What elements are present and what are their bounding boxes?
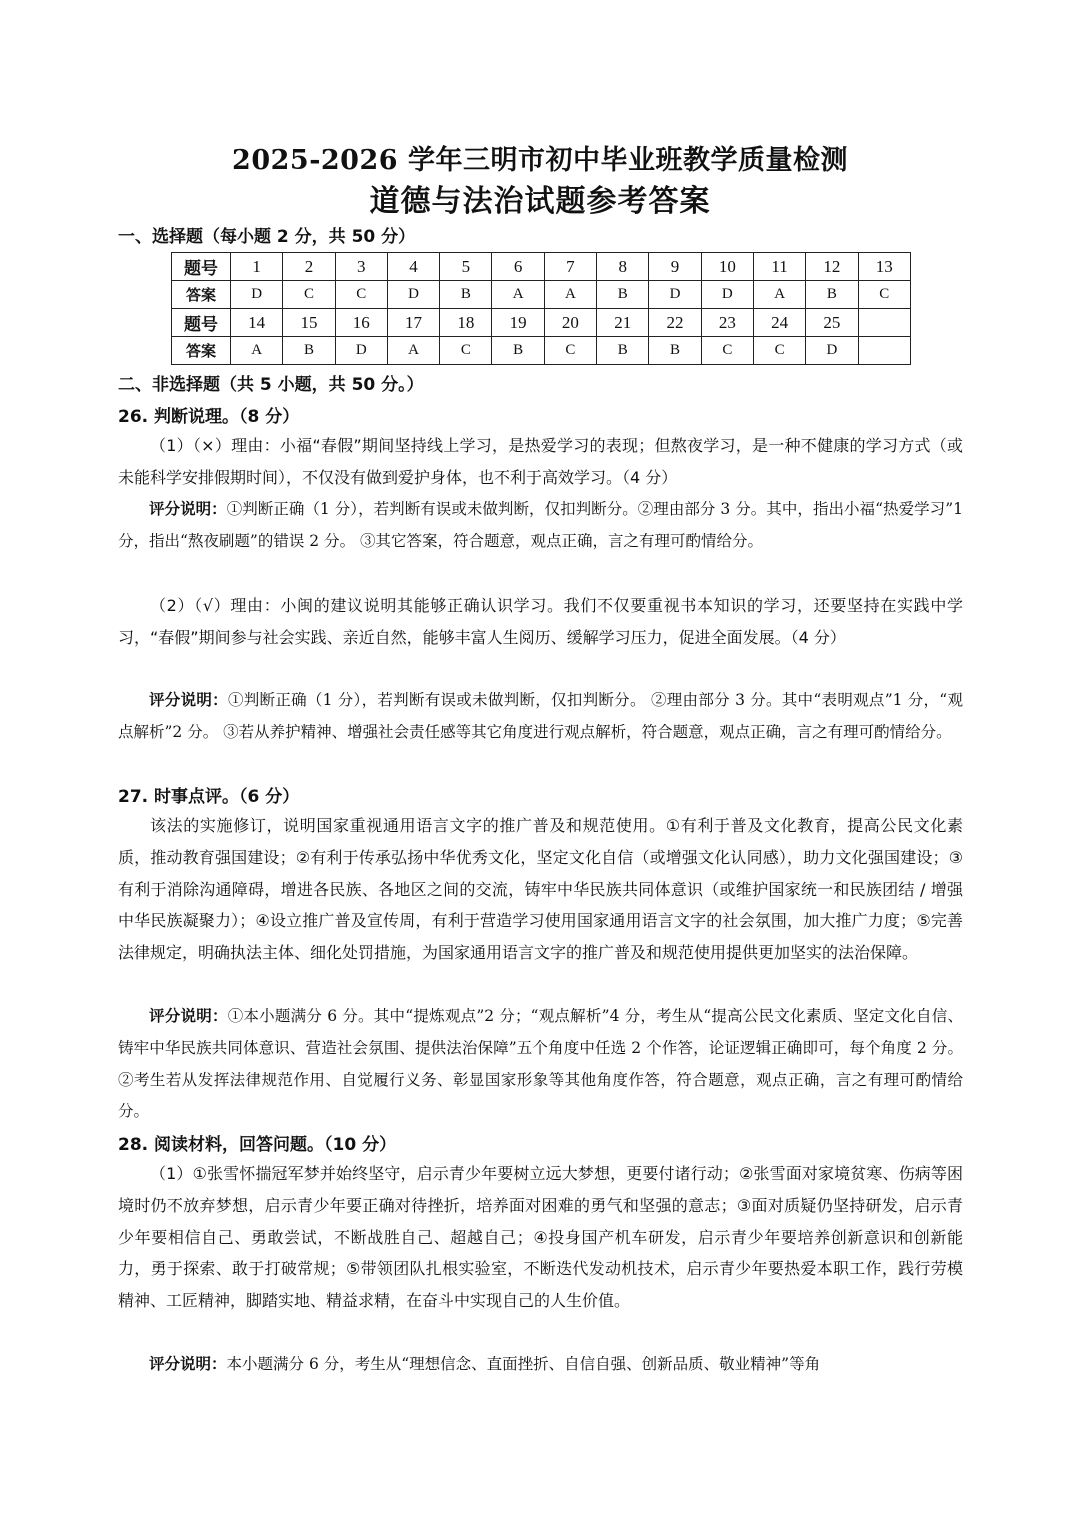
table-cell: C (858, 281, 910, 309)
table-cell: B (597, 337, 649, 365)
table-cell: D (806, 337, 858, 365)
table-cell: C (283, 281, 335, 309)
row-label-number: 题号 (172, 253, 231, 281)
table-cell: 9 (649, 253, 701, 281)
table-cell: 19 (492, 309, 544, 337)
table-cell: C (440, 337, 492, 365)
table-cell: 16 (335, 309, 387, 337)
table-cell: 12 (806, 253, 858, 281)
row-label-answer: 答案 (172, 337, 231, 365)
scoring-note-text: ①判断正确（1 分），若判断有误或未做判断，仅扣判断分。②理由部分 3 分。其中，指出小福“热爱学习”1 分，指出“熬夜刷题”的错误 2 分。 ③其它答案，符合题意，观点正确，言之有理可酌情给分。 (118, 500, 963, 550)
table-cell: 14 (231, 309, 283, 337)
table-cell: 25 (806, 309, 858, 337)
table-cell: 21 (597, 309, 649, 337)
table-cell: A (753, 281, 805, 309)
scoring-note-text: ①判断正确（1 分），若判断有误或未做判断，仅扣判断分。 ②理由部分 3 分。其中“表明观点”1 分，“观点解析”2 分。 ③若从养护精神、增强社会责任感等其它角度进行观点解析，符合题意，观点正确，言之有理可酌情给分。 (118, 691, 963, 741)
table-cell: D (701, 281, 753, 309)
table-cell: 10 (701, 253, 753, 281)
table-cell: B (597, 281, 649, 309)
answer-table (171, 252, 911, 365)
table-cell: D (649, 281, 701, 309)
table-cell: C (544, 337, 596, 365)
table-cell: 20 (544, 309, 596, 337)
row-label-number: 题号 (172, 309, 231, 337)
table-cell: 1 (231, 253, 283, 281)
table-cell: 3 (335, 253, 387, 281)
q26-scoring-note-1 (118, 494, 963, 558)
table-cell: 18 (440, 309, 492, 337)
section1-heading: 一、选择题（每小题 2 分，共 50 分） (118, 227, 416, 247)
table-cell: 15 (283, 309, 335, 337)
table-cell: D (335, 337, 387, 365)
table-cell (858, 309, 910, 337)
table-cell: 17 (387, 309, 439, 337)
table-cell: 6 (492, 253, 544, 281)
table-cell: C (701, 337, 753, 365)
table-cell: B (440, 281, 492, 309)
scoring-note-text: 本小题满分 6 分，考生从“理想信念、直面挫折、自信自强、创新品质、敬业精神”等角 (226, 1355, 821, 1373)
q26-answer-1: （1）（×）理由：小福“春假”期间坚持线上学习，是热爱学习的表现；但熬夜学习，是一种不健康的学习方式（或未能科学安排假期时间），不仅没有做到爱护身体，也不利于高效学习。（4 分） (118, 436, 963, 487)
page-subtitle: 道德与法治试题参考答案 (369, 184, 711, 219)
q28-answer-1: （1）①张雪怀揣冠军梦并始终坚守，启示青少年要树立远大梦想，更要付诸行动；②张雪面对家境贫寒、伤病等困境时仍不放弃梦想，启示青少年要正确对待挫折，培养面对困难的勇气和坚强的意志；③面对质疑仍坚持研发，启示青少年要相信自己、勇敢尝试，不断战胜自己、超越自己；④投身国产机车研发，启示青少年要培养创新意识和创新能力，勇于探索、敢于打破常规；⑤带领团队扎根实验室，不断迭代发动机技术，启示青少年要热爱本职工作，践行劳模精神、工匠精神，脚踏实地、精益求精，在奋斗中实现自己的人生价值。 (118, 1164, 963, 1311)
table-cell: 22 (649, 309, 701, 337)
table-cell: A (544, 281, 596, 309)
q26-heading: 26. 判断说理。（8 分） (118, 407, 300, 427)
table-cell: B (649, 337, 701, 365)
table-row-answers-2 (172, 337, 911, 365)
table-row-numbers-2 (172, 309, 911, 337)
q28-heading: 28. 阅读材料，回答问题。（10 分） (118, 1135, 397, 1155)
scoring-note-label: 评分说明： (149, 1007, 228, 1025)
table-cell: 8 (597, 253, 649, 281)
q28-scoring-note (118, 1349, 963, 1381)
q27-scoring-note (118, 1001, 963, 1128)
section2-heading: 二、非选择题（共 5 小题，共 50 分。） (118, 375, 424, 395)
q26-answer-2: （2）（√）理由：小闽的建议说明其能够正确认识学习。我们不仅要重视书本知识的学习，还要坚持在实践中学习，“春假”期间参与社会实践、亲近自然，能够丰富人生阅历、缓解学习压力，促进全面发展。（4 分） (118, 596, 963, 647)
table-cell: 4 (387, 253, 439, 281)
table-cell: 5 (440, 253, 492, 281)
table-cell: B (492, 337, 544, 365)
table-cell: 24 (753, 309, 805, 337)
table-cell: A (231, 337, 283, 365)
table-cell: 13 (858, 253, 910, 281)
table-cell: D (231, 281, 283, 309)
table-cell: C (753, 337, 805, 365)
table-cell: C (335, 281, 387, 309)
row-label-answer: 答案 (172, 281, 231, 309)
scoring-note-label: 评分说明： (149, 500, 227, 518)
q26-scoring-note-2 (118, 685, 963, 749)
table-row-numbers-1 (172, 253, 911, 281)
table-cell: A (492, 281, 544, 309)
scoring-note-label: 评分说明： (149, 691, 228, 709)
table-cell: D (387, 281, 439, 309)
q27-heading: 27. 时事点评。（6 分） (118, 787, 300, 807)
table-cell: 23 (701, 309, 753, 337)
table-cell: 11 (753, 253, 805, 281)
table-cell (858, 337, 910, 365)
table-row-answers-1 (172, 281, 911, 309)
table-cell: B (806, 281, 858, 309)
table-cell: B (283, 337, 335, 365)
table-cell: 2 (283, 253, 335, 281)
q27-answer: 该法的实施修订，说明国家重视通用语言文字的推广普及和规范使用。①有利于普及文化教育，提高公民文化素质，推动教育强国建设；②有利于传承弘扬中华优秀文化，坚定文化自信（或增强文化认同感），助力文化强国建设；③有利于消除沟通障碍，增进各民族、各地区之间的交流，铸牢中华民族共同体意识（或维护国家统一和民族团结 / 增强中华民族凝聚力）；④设立推广普及宣传周，有利于营造学习使用国家通用语言文字的社会氛围，加大推广力度；⑤完善法律规定，明确执法主体、细化处罚措施，为国家通用语言文字的推广普及和规范使用提供更加坚实的法治保障。 (118, 816, 963, 963)
table-cell: A (387, 337, 439, 365)
scoring-note-text: ①本小题满分 6 分。其中“提炼观点”2 分；“观点解析”4 分，考生从“提高公民文化素质、坚定文化自信、铸牢中华民族共同体意识、营造社会氛围、提供法治保障”五个角度中任选 2 个作答，论证逻辑正确即可，每个角度 2 分。②考生若从发挥法律规范作用、自觉履行义务、彰显国家形象等其他角度作答，符合题意，观点正确，言之有理可酌情给分。 (118, 1007, 963, 1121)
scoring-note-label: 评分说明： (149, 1355, 227, 1373)
table-cell: 7 (544, 253, 596, 281)
page-title: 2025-2026 学年三明市初中毕业班教学质量检测 (232, 145, 848, 176)
